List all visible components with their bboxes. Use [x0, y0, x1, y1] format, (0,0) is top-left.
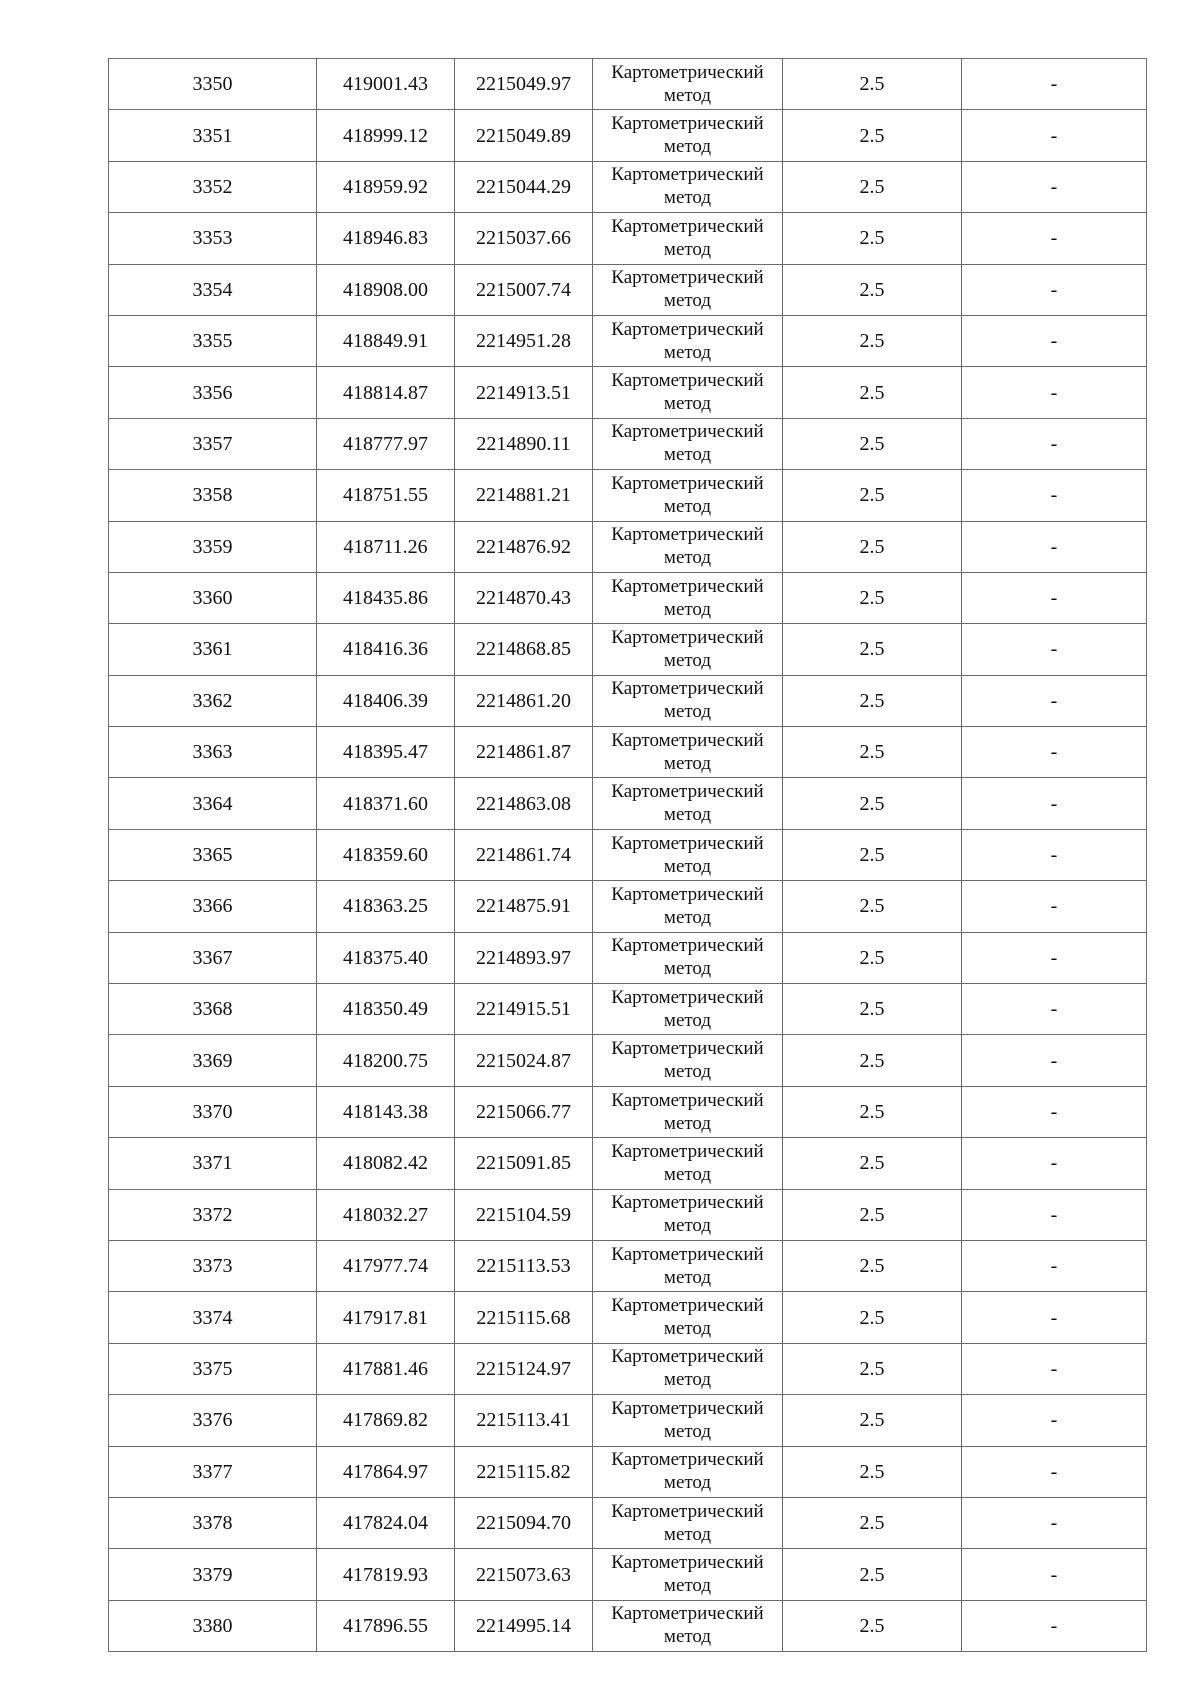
y-coordinate-cell: 2214890.11: [455, 418, 593, 469]
table-row: [109, 521, 1147, 572]
y-coordinate-cell: 2214876.92: [455, 521, 593, 572]
method-cell: Картометрический метод: [593, 1138, 783, 1189]
table-row: [109, 778, 1147, 829]
note-cell: -: [962, 367, 1147, 418]
note-cell: -: [962, 59, 1147, 110]
point-number-cell: 3356: [109, 367, 317, 418]
point-number-cell: 3359: [109, 521, 317, 572]
x-coordinate-cell: 418371.60: [317, 778, 455, 829]
point-number-cell: 3366: [109, 881, 317, 932]
table-row: [109, 881, 1147, 932]
y-coordinate-cell: 2215104.59: [455, 1189, 593, 1240]
note-cell: -: [962, 1035, 1147, 1086]
accuracy-cell: 2.5: [783, 881, 962, 932]
accuracy-cell: 2.5: [783, 59, 962, 110]
accuracy-cell: 2.5: [783, 572, 962, 623]
x-coordinate-cell: 418375.40: [317, 932, 455, 983]
point-number-cell: 3352: [109, 161, 317, 212]
point-number-cell: 3375: [109, 1343, 317, 1394]
x-coordinate-cell: 418406.39: [317, 675, 455, 726]
accuracy-cell: 2.5: [783, 624, 962, 675]
point-number-cell: 3379: [109, 1549, 317, 1600]
method-cell: Картометрический метод: [593, 1035, 783, 1086]
table-row: [109, 1240, 1147, 1291]
note-cell: -: [962, 1395, 1147, 1446]
accuracy-cell: 2.5: [783, 1343, 962, 1394]
x-coordinate-cell: 417896.55: [317, 1600, 455, 1651]
method-cell: Картометрический метод: [593, 1600, 783, 1651]
y-coordinate-cell: 2215007.74: [455, 264, 593, 315]
x-coordinate-cell: 418200.75: [317, 1035, 455, 1086]
method-cell: Картометрический метод: [593, 1189, 783, 1240]
table-row: [109, 1497, 1147, 1548]
method-cell: Картометрический метод: [593, 418, 783, 469]
accuracy-cell: 2.5: [783, 1035, 962, 1086]
y-coordinate-cell: 2215024.87: [455, 1035, 593, 1086]
x-coordinate-cell: 419001.43: [317, 59, 455, 110]
x-coordinate-cell: 418359.60: [317, 829, 455, 880]
accuracy-cell: 2.5: [783, 1549, 962, 1600]
x-coordinate-cell: 417869.82: [317, 1395, 455, 1446]
accuracy-cell: 2.5: [783, 367, 962, 418]
y-coordinate-cell: 2215115.82: [455, 1446, 593, 1497]
point-number-cell: 3370: [109, 1086, 317, 1137]
accuracy-cell: 2.5: [783, 778, 962, 829]
y-coordinate-cell: 2215124.97: [455, 1343, 593, 1394]
y-coordinate-cell: 2214863.08: [455, 778, 593, 829]
table-row: [109, 1446, 1147, 1497]
method-cell: Картометрический метод: [593, 1549, 783, 1600]
note-cell: -: [962, 1086, 1147, 1137]
table-row: [109, 1138, 1147, 1189]
point-number-cell: 3378: [109, 1497, 317, 1548]
accuracy-cell: 2.5: [783, 213, 962, 264]
accuracy-cell: 2.5: [783, 470, 962, 521]
method-cell: Картометрический метод: [593, 470, 783, 521]
accuracy-cell: 2.5: [783, 1086, 962, 1137]
table-row: [109, 367, 1147, 418]
x-coordinate-cell: 418849.91: [317, 315, 455, 366]
method-cell: Картометрический метод: [593, 315, 783, 366]
y-coordinate-cell: 2214893.97: [455, 932, 593, 983]
note-cell: -: [962, 213, 1147, 264]
table-row: [109, 624, 1147, 675]
table-row: [109, 932, 1147, 983]
y-coordinate-cell: 2214870.43: [455, 572, 593, 623]
accuracy-cell: 2.5: [783, 521, 962, 572]
x-coordinate-cell: 418350.49: [317, 984, 455, 1035]
table-row: [109, 1035, 1147, 1086]
point-number-cell: 3367: [109, 932, 317, 983]
point-number-cell: 3373: [109, 1240, 317, 1291]
x-coordinate-cell: 418082.42: [317, 1138, 455, 1189]
x-coordinate-cell: 417881.46: [317, 1343, 455, 1394]
y-coordinate-cell: 2214868.85: [455, 624, 593, 675]
method-cell: Картометрический метод: [593, 932, 783, 983]
x-coordinate-cell: 417977.74: [317, 1240, 455, 1291]
point-number-cell: 3372: [109, 1189, 317, 1240]
point-number-cell: 3380: [109, 1600, 317, 1651]
table-row: [109, 1549, 1147, 1600]
accuracy-cell: 2.5: [783, 418, 962, 469]
point-number-cell: 3371: [109, 1138, 317, 1189]
note-cell: -: [962, 1446, 1147, 1497]
x-coordinate-cell: 418946.83: [317, 213, 455, 264]
point-number-cell: 3353: [109, 213, 317, 264]
table-row: [109, 315, 1147, 366]
note-cell: -: [962, 829, 1147, 880]
method-cell: Картометрический метод: [593, 1240, 783, 1291]
note-cell: -: [962, 1240, 1147, 1291]
x-coordinate-cell: 417917.81: [317, 1292, 455, 1343]
y-coordinate-cell: 2214861.74: [455, 829, 593, 880]
point-number-cell: 3369: [109, 1035, 317, 1086]
y-coordinate-cell: 2214915.51: [455, 984, 593, 1035]
y-coordinate-cell: 2215066.77: [455, 1086, 593, 1137]
method-cell: Картометрический метод: [593, 59, 783, 110]
y-coordinate-cell: 2214875.91: [455, 881, 593, 932]
point-number-cell: 3350: [109, 59, 317, 110]
note-cell: -: [962, 1292, 1147, 1343]
method-cell: Картометрический метод: [593, 572, 783, 623]
point-number-cell: 3358: [109, 470, 317, 521]
note-cell: -: [962, 1343, 1147, 1394]
table-row: [109, 264, 1147, 315]
method-cell: Картометрический метод: [593, 829, 783, 880]
note-cell: -: [962, 161, 1147, 212]
y-coordinate-cell: 2215094.70: [455, 1497, 593, 1548]
y-coordinate-cell: 2214881.21: [455, 470, 593, 521]
accuracy-cell: 2.5: [783, 110, 962, 161]
accuracy-cell: 2.5: [783, 1395, 962, 1446]
x-coordinate-cell: 417864.97: [317, 1446, 455, 1497]
method-cell: Картометрический метод: [593, 1395, 783, 1446]
y-coordinate-cell: 2214995.14: [455, 1600, 593, 1651]
y-coordinate-cell: 2215049.89: [455, 110, 593, 161]
table-row: [109, 984, 1147, 1035]
x-coordinate-cell: 417824.04: [317, 1497, 455, 1548]
x-coordinate-cell: 418363.25: [317, 881, 455, 932]
y-coordinate-cell: 2215113.41: [455, 1395, 593, 1446]
note-cell: -: [962, 1549, 1147, 1600]
table-row: [109, 110, 1147, 161]
note-cell: -: [962, 572, 1147, 623]
method-cell: Картометрический метод: [593, 521, 783, 572]
table-row: [109, 829, 1147, 880]
y-coordinate-cell: 2215037.66: [455, 213, 593, 264]
note-cell: -: [962, 778, 1147, 829]
accuracy-cell: 2.5: [783, 1292, 962, 1343]
table-row: [109, 59, 1147, 110]
point-number-cell: 3364: [109, 778, 317, 829]
y-coordinate-cell: 2214951.28: [455, 315, 593, 366]
note-cell: -: [962, 727, 1147, 778]
accuracy-cell: 2.5: [783, 1189, 962, 1240]
x-coordinate-cell: 418777.97: [317, 418, 455, 469]
note-cell: -: [962, 264, 1147, 315]
table-row: [109, 418, 1147, 469]
table-row: [109, 1600, 1147, 1651]
accuracy-cell: 2.5: [783, 1138, 962, 1189]
accuracy-cell: 2.5: [783, 932, 962, 983]
note-cell: -: [962, 675, 1147, 726]
y-coordinate-cell: 2215113.53: [455, 1240, 593, 1291]
coordinates-table-body: [109, 59, 1147, 1652]
note-cell: -: [962, 624, 1147, 675]
x-coordinate-cell: 418416.36: [317, 624, 455, 675]
x-coordinate-cell: 418711.26: [317, 521, 455, 572]
x-coordinate-cell: 418435.86: [317, 572, 455, 623]
method-cell: Картометрический метод: [593, 984, 783, 1035]
y-coordinate-cell: 2215091.85: [455, 1138, 593, 1189]
note-cell: -: [962, 932, 1147, 983]
point-number-cell: 3351: [109, 110, 317, 161]
y-coordinate-cell: 2214861.20: [455, 675, 593, 726]
note-cell: -: [962, 1600, 1147, 1651]
point-number-cell: 3368: [109, 984, 317, 1035]
method-cell: Картометрический метод: [593, 881, 783, 932]
y-coordinate-cell: 2215115.68: [455, 1292, 593, 1343]
x-coordinate-cell: 418959.92: [317, 161, 455, 212]
note-cell: -: [962, 315, 1147, 366]
note-cell: -: [962, 470, 1147, 521]
point-number-cell: 3355: [109, 315, 317, 366]
table-row: [109, 213, 1147, 264]
method-cell: Картометрический метод: [593, 675, 783, 726]
method-cell: Картометрический метод: [593, 1086, 783, 1137]
accuracy-cell: 2.5: [783, 1446, 962, 1497]
table-row: [109, 1086, 1147, 1137]
point-number-cell: 3377: [109, 1446, 317, 1497]
note-cell: -: [962, 418, 1147, 469]
note-cell: -: [962, 1189, 1147, 1240]
table-row: [109, 1292, 1147, 1343]
point-number-cell: 3363: [109, 727, 317, 778]
accuracy-cell: 2.5: [783, 829, 962, 880]
y-coordinate-cell: 2215049.97: [455, 59, 593, 110]
method-cell: Картометрический метод: [593, 161, 783, 212]
method-cell: Картометрический метод: [593, 1446, 783, 1497]
method-cell: Картометрический метод: [593, 1343, 783, 1394]
point-number-cell: 3354: [109, 264, 317, 315]
method-cell: Картометрический метод: [593, 1292, 783, 1343]
method-cell: Картометрический метод: [593, 213, 783, 264]
point-number-cell: 3357: [109, 418, 317, 469]
point-number-cell: 3361: [109, 624, 317, 675]
accuracy-cell: 2.5: [783, 315, 962, 366]
note-cell: -: [962, 521, 1147, 572]
accuracy-cell: 2.5: [783, 1240, 962, 1291]
accuracy-cell: 2.5: [783, 1600, 962, 1651]
table-row: [109, 1189, 1147, 1240]
coordinates-table: [108, 58, 1147, 1652]
accuracy-cell: 2.5: [783, 727, 962, 778]
accuracy-cell: 2.5: [783, 161, 962, 212]
method-cell: Картометрический метод: [593, 264, 783, 315]
table-row: [109, 1343, 1147, 1394]
y-coordinate-cell: 2215044.29: [455, 161, 593, 212]
x-coordinate-cell: 418908.00: [317, 264, 455, 315]
table-row: [109, 675, 1147, 726]
method-cell: Картометрический метод: [593, 110, 783, 161]
point-number-cell: 3360: [109, 572, 317, 623]
note-cell: -: [962, 110, 1147, 161]
note-cell: -: [962, 1138, 1147, 1189]
accuracy-cell: 2.5: [783, 1497, 962, 1548]
point-number-cell: 3365: [109, 829, 317, 880]
table-row: [109, 727, 1147, 778]
method-cell: Картометрический метод: [593, 367, 783, 418]
x-coordinate-cell: 418395.47: [317, 727, 455, 778]
method-cell: Картометрический метод: [593, 1497, 783, 1548]
table-row: [109, 1395, 1147, 1446]
x-coordinate-cell: 417819.93: [317, 1549, 455, 1600]
note-cell: -: [962, 1497, 1147, 1548]
point-number-cell: 3376: [109, 1395, 317, 1446]
method-cell: Картометрический метод: [593, 624, 783, 675]
accuracy-cell: 2.5: [783, 675, 962, 726]
y-coordinate-cell: 2214913.51: [455, 367, 593, 418]
accuracy-cell: 2.5: [783, 984, 962, 1035]
x-coordinate-cell: 418751.55: [317, 470, 455, 521]
x-coordinate-cell: 418999.12: [317, 110, 455, 161]
method-cell: Картометрический метод: [593, 727, 783, 778]
note-cell: -: [962, 881, 1147, 932]
table-row: [109, 470, 1147, 521]
table-row: [109, 572, 1147, 623]
method-cell: Картометрический метод: [593, 778, 783, 829]
point-number-cell: 3374: [109, 1292, 317, 1343]
table-row: [109, 161, 1147, 212]
x-coordinate-cell: 418814.87: [317, 367, 455, 418]
x-coordinate-cell: 418032.27: [317, 1189, 455, 1240]
x-coordinate-cell: 418143.38: [317, 1086, 455, 1137]
y-coordinate-cell: 2214861.87: [455, 727, 593, 778]
point-number-cell: 3362: [109, 675, 317, 726]
note-cell: -: [962, 984, 1147, 1035]
accuracy-cell: 2.5: [783, 264, 962, 315]
y-coordinate-cell: 2215073.63: [455, 1549, 593, 1600]
